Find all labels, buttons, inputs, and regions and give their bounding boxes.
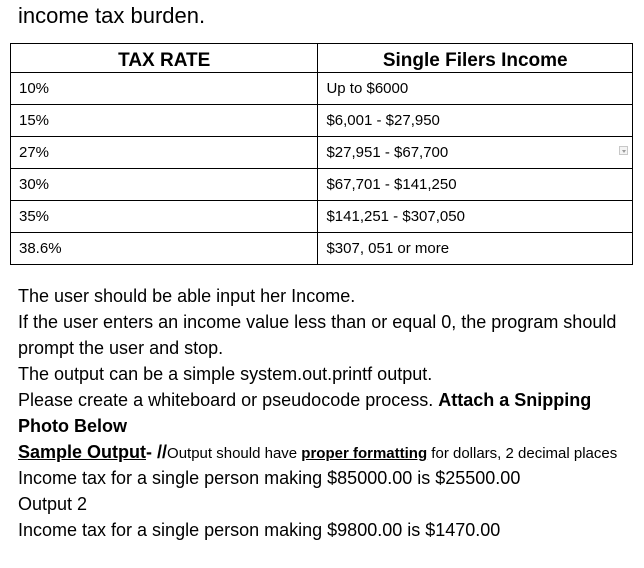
income-cell [318, 137, 633, 169]
output-2-label: Output 2 [18, 494, 88, 514]
section-heading: income tax burden. [18, 3, 206, 28]
instruction-line [18, 387, 640, 439]
dropdown-arrow-icon[interactable] [619, 146, 628, 155]
comment-slashes: // [157, 442, 168, 462]
table-header-row [11, 44, 633, 73]
table-row [11, 169, 633, 201]
table-row [11, 201, 633, 233]
sample-output-line: Income tax for a single person making $85000.00 is $25500.00 [18, 468, 521, 488]
sample-output-label: Sample Output [18, 442, 147, 462]
sample-output-dash: - [146, 442, 158, 462]
sample-output-note [18, 439, 640, 465]
sample-output-line: Income tax for a single person making $9800.00 is $1470.00 [18, 520, 501, 540]
income-cell-text: $27,951 - $67,700 [326, 144, 449, 161]
header-single-filers-income: Single Filers Income [318, 44, 633, 73]
rate-cell: 27% [11, 137, 318, 169]
rate-cell: 15% [11, 105, 318, 137]
rate-cell: 10% [11, 73, 318, 105]
instruction-line: The user should be able input her Income. [18, 286, 356, 306]
table-row [11, 233, 633, 265]
rate-cell: 38.6% [11, 233, 318, 265]
note-text-bold: proper formatting [301, 445, 428, 462]
instruction-line: If the user enters an income value less than or equal 0, the program should prompt the user and stop. [18, 312, 617, 358]
instructions-block [18, 283, 640, 543]
rate-cell: 30% [11, 169, 318, 201]
note-text-end: for dollars, 2 decimal places [427, 445, 618, 462]
income-cell: Up to $6000 [318, 73, 633, 105]
table-row [11, 105, 633, 137]
tax-rate-table [10, 43, 633, 265]
note-text-start: Output should have [167, 445, 302, 462]
income-cell: $6,001 - $27,950 [318, 105, 633, 137]
income-cell: $141,251 - $307,050 [318, 201, 633, 233]
income-cell: $67,701 - $141,250 [318, 169, 633, 201]
header-tax-rate: TAX RATE [11, 44, 318, 73]
income-cell: $307, 051 or more [318, 233, 633, 265]
rate-cell: 35% [11, 201, 318, 233]
instruction-plain-text: Please create a whiteboard or pseudocode process. [18, 390, 439, 410]
table-row [11, 73, 633, 105]
table-row [11, 137, 633, 169]
instruction-bold-text: Attach a Snipping Photo Below [18, 390, 592, 436]
instruction-line: The output can be a simple system.out.printf output. [18, 364, 433, 384]
